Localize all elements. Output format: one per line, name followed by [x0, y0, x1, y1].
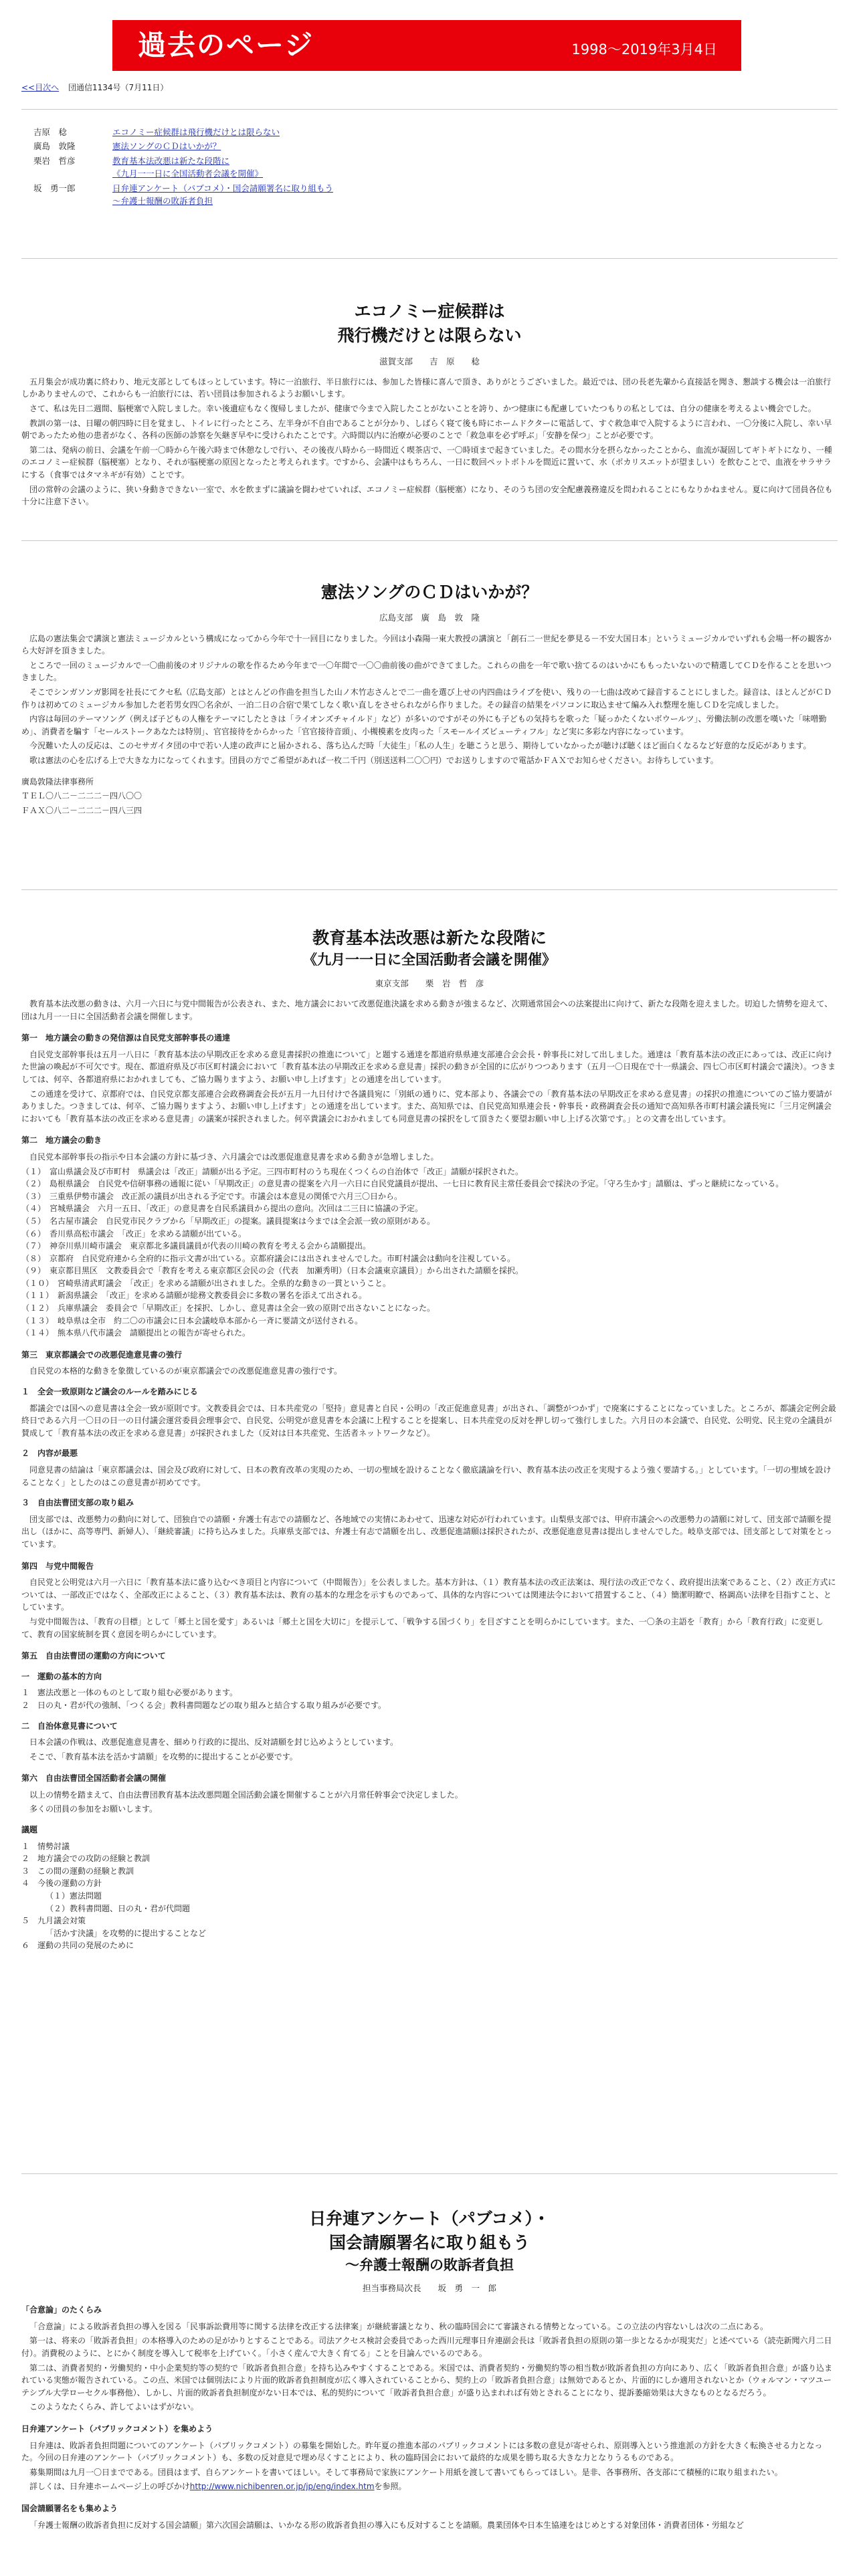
toc-link[interactable]: 教育基本法改悪は新たな段階に	[112, 155, 230, 166]
paragraph: 与党中間報告は、「教育の目標」として「郷土と国を愛す」あるいは「郷土と国を大切に」を提示して、「戦争する国づくり」を目ざすことを明らかにしています。また、一〇条の主語を「教育」から「教育行政」に変更して、教育の国家統制を貫く意図を明らかにしています。	[21, 1616, 824, 1639]
paragraph: そこでシンガソンガ影岡を社長にてクセ私（広島支部）とはとんどの作曲を担当した山ノ木竹志さんとで二一曲を選び上せの内四曲はライブを使い、残りの一七曲は改めて録音することにしました。録音は、ほとんどがＣＤ作りは初めてのミュージカル参加した老若男女四〇名余が、一泊二日の合宿で果てしなく歌い直しをさせられながら作りました。その録音の結果をパソコンに取込ませて編み入れ整理を施しＣＤを完成しました。	[21, 687, 832, 710]
paragraph: 「合意論」による敗訴者負担の導入を図る「民事訴訟費用等に関する法律を改正する法律案」が継続審議となり、秋の臨時国会にて審議される情勢となっている。この立法の内容ないしは次の二点にある。	[29, 2321, 769, 2331]
list-item: （１） 富山県議会及び市町村 県議会は「改正」請願が出る予定。三四市町村のうち現在くつくらの自治体で「改正」請願が採択された。	[21, 1166, 524, 1176]
toc-item	[33, 126, 333, 138]
divider	[21, 2173, 838, 2174]
paragraph: 内容は毎回のテーマソング（例えば子どもの人権をテーマにしたときは「ライオンズチャイルド」など）が多いのですがその外にも子どもの気持ちを歌った「疑っかたくないボウールツ」、労働法制の改悪を嘆いた「味噌勤め」、消費者を騙す「セールストークあなたは特別」、官官接待をからかった「官官接待音頭」、小槻模素を皮肉った「スモールイズビューティフル」など実に多彩な内容になっています。	[21, 714, 827, 736]
list-item: １ 憲法改悪と一体のものとして取り組む必要があります。	[21, 1688, 238, 1698]
paragraph	[21, 2480, 838, 2493]
agenda-item: ４ 今後の運動の方針	[21, 1879, 102, 1889]
agenda-subitem: 「活かす決議」を攻勢的に提出することなど	[45, 1928, 207, 1938]
list-item: （１２） 兵庫県議会 委員会で「早期改正」を採択、しかし、意見書は全会一致の原則で出さないことになった。	[21, 1303, 436, 1313]
url-suffix: を参照。	[374, 2482, 407, 2492]
paragraph: 五月集会が成功裏に終わり、地元支部としてもほっとしています。特に一泊旅行、半日旅行には、参加した皆様に喜んで頂き、ありがとうございました。最近では、団の長老先輩から直接話を聞き、懇談する機会は一泊旅行しかありませんので、これからも一泊旅行には、若い団員は参加されるようお願いします。	[21, 377, 832, 399]
article-title: 飛行機だけとは限らない	[337, 326, 522, 346]
paragraph: ところで一回のミュージカルで一〇曲前後のオリジナルの歌を作るため今年まで一〇年間で一〇〇曲前後の曲ができてました。これらの曲を一年で歌い捨てるのはいかにももったいないので精選してＣＤを作ることを思いつきました。	[21, 660, 832, 683]
list-item: （４） 宮城県議会 六月一五日、「改正」の意見書を自民系議員から提出の意向。次回は二三日に協議の予定。	[21, 1204, 423, 1214]
date-range: 1998～2019年3月4日	[571, 41, 717, 58]
toc-item	[33, 154, 333, 181]
list-item: （８） 京都府 自民党府連から全府的に指示文書が出ている。京都府議会には出されませんでした。市町村議会は動向を注視している。	[21, 1253, 516, 1263]
table-of-contents	[33, 126, 333, 209]
subsection-heading: ２ 内容が最悪	[21, 1448, 78, 1459]
paragraph: 今況難いた人の反応は、このセサガイタ団の中で若い人達の政声にと届かされる、落ち込んだ時「大徒生」「私の人生」を聴こうと思う、期待していなかったが聴けば聴くほど面白くなるなど好意的な反応があります。	[29, 741, 812, 751]
list-item: （２） 島根県議会 自民党や信研事務の通報に従い「早期改正」の意見書の提案を六月一六日に自民党議員が提出、一七日に教育民主常任委員会で採決の予定。「守ろ生かす」請願は、ずっと継続になっている。	[21, 1179, 784, 1189]
jfba-url-link[interactable]: http://www.nichibenren.or.jp/jp/eng/index.htm	[189, 2482, 375, 2492]
divider	[21, 109, 838, 110]
list-item: （１０） 宮崎県清武町議会 「改正」を求める請願が出されました。全県的な動きの一貫ということ。	[21, 1278, 391, 1288]
paragraph: 教育基本法改悪の動きは、六月一六日に与党中間報告が公表され、また、地方議会において改悪促進決議を求める動きが強まるなど、次期通常国会への法案提出に向けて、新たな段階を迎えました。切迫した情勢を迎えて、団は九月一一日に全国活動者会議を開催します。	[21, 999, 833, 1021]
section-heading: 「合意論」のたくらみ	[21, 2305, 102, 2315]
section-heading: 日弁連アンケート（パブリックコメント）を集めよう	[21, 2424, 213, 2434]
paragraph: 同意見書の結論は「東京都議会は、国会及び政府に対して、日本の教育改革の実現のため、一切の聖域を設けることなく徹底議論を行い、教育基本法の改正を実現するよう強く要請する。」としています。「一切の聖域を設けることなく」としたのはこの意見書が初めてです。	[21, 1465, 832, 1487]
section-heading: 第一 地方議会の動きの発信源は自民党支部幹事長の通達	[21, 1033, 231, 1043]
paragraph: 多くの団員の参加をお願いします。	[29, 1804, 158, 1814]
article-education-law	[21, 926, 838, 1952]
section-heading: 第五 自由法曹団の運動の方向について	[21, 1651, 166, 1661]
article-subtitle: ～弁護士報酬の敗訴者負担	[345, 2256, 514, 2273]
paragraph: このようなたくらみ、許してよいはずがない。	[29, 2402, 199, 2412]
section-heading: 第二 地方議会の動き	[21, 1136, 102, 1146]
list-item: （９） 東京都目黒区 文教委員会で「教育を考える東京都区会民の会（代表 加瀬秀明）（日本会議東京議員）」から出された請願を採択。	[21, 1266, 524, 1276]
site-title: 過去のページ	[138, 29, 314, 62]
paragraph: 都議会では国への意見書は全会一致が原則です。文教委員会では、日本共産党の「堅持」意見書と自民・公明の「改正促進意見書」が出され、「調整がつかず」で廃案にすることになっていました。ところが、都議会定例会最終日である六月一〇日の日一の日付議会運営委員会理事会で、自民党、公明党が意見書を本会議に上程することを提案し、日本共産党の反対を押し切って強行しました。六月日の本会議で、自民党、公明党、民主党の全議員が賛成して「教育基本法の改正を求める意見書」が採択されました（反対は日本共産党、生活者ネットワークなど）。	[21, 1403, 836, 1438]
article-subtitle: 《九月一一日に全国活動者会議を開催》	[303, 952, 556, 968]
agenda-item: ２ 地方議会での攻防の経験と教訓	[21, 1854, 151, 1864]
list-item: （１４） 熊本県八代市議会 請願提出との報告が寄せられた。	[21, 1328, 251, 1338]
list-item: （３） 三重県伊勢市議会 改正派の議員が出される予定です。市議会は本意見の関係で六月三〇日から。	[21, 1191, 403, 1201]
toc-link[interactable]: 日弁連アンケート（パブコメ）・国会請願署名に取り組もう	[112, 183, 333, 193]
article-title: 日弁連アンケート（パブコメ）・	[309, 2209, 550, 2228]
paragraph: 第二は、発病の前日、会議を午前一〇時から午後六時まで休憩なしで行い、その後夜八時から一時間近く喫茶店で、一〇時頃まで起きていました。その間水分を摂らなかったことから、血流が凝固してギトギトになり、一種のエコノミー症候群（脳梗塞）となり、それが脳梗塞の原因となったと考えられます。ですから、会議中はもちろん、一日に数回ペットボトルを間近に置いて、水（ポカリスエットが望ましい）を飲むことで、血液をサラサラにする（食事ではタマネギが有効）ことです。	[21, 445, 832, 480]
divider	[21, 258, 838, 259]
toc-author: 廣島 敦隆	[33, 141, 76, 152]
article-title: 国会請願署名に取り組もう	[328, 2233, 530, 2253]
divider	[21, 889, 838, 890]
divider	[21, 540, 838, 541]
agenda-heading: 議題	[21, 1825, 38, 1835]
article-title: 憲法ソングのＣＤはいかが？	[320, 582, 539, 602]
article-byline: 広島支部 廣 島 敦 隆	[379, 613, 480, 623]
article-byline: 担当事務局次長 坂 勇 一 郎	[362, 2282, 496, 2293]
paragraph: 自民党の本格的な動きを象徴しているのが東京都議会での改悪促進意見書の強行です。	[29, 1366, 343, 1376]
toc-item	[33, 182, 333, 208]
article-constitution-song	[21, 580, 838, 819]
toc-item	[33, 140, 333, 152]
paragraph: さて、私は先日二週間、脳梗塞で入院しました。幸い後遺症もなく復帰しましたが、健康で今まで入院したことがないことを誇り、かつ健康にも配慮していたつもりの私としては、自分の健康を考えるよい機会でした。	[29, 404, 816, 414]
paragraph: 日弁連は、敗訴者負担問題についてのアンケート（パブリックコメント）の募集を開始した。昨年夏の推進本部のパブリックコメントには多数の意見が寄せられ、原則導入という推進派の方針を大きく転換させる力となった。今回の日弁連のアンケート（パブリックコメント）も、多数の反対意見で埋め尽くすことにより、秋の臨時国会において最終的な成果を勝ち取る大きな力となりうるものである。	[21, 2440, 823, 2463]
paragraph: 日本会議の作戦は、改悪促進意見書を、細めり行政的に提出、反対請願を封じ込めようとしています。	[29, 1737, 399, 1747]
list-item: （６） 香川県高松市議会 「改正」を求める請願が出ている。	[21, 1228, 247, 1239]
article-title: エコノミー症候群は	[354, 302, 505, 321]
article-byline: 滋賀支部 吉 原 稔	[379, 356, 480, 366]
agenda-item: ６ 運動の共同の発展のために	[21, 1941, 134, 1951]
toc-link-sub[interactable]: 《九月一一日に全国活動者会議を開催》	[112, 169, 264, 179]
issue-label: 団通信1134号（7月11日）	[68, 83, 169, 92]
top-nav	[21, 82, 168, 94]
subsection-heading: １ 全会一致原則など議会のルールを踏みにじる	[21, 1387, 198, 1397]
toc-link[interactable]: 憲法ソングのＣＤはいかが？	[112, 141, 221, 152]
toc-author: 吉原 稔	[33, 127, 68, 137]
section-heading: 国会請願署名をも集めよう	[21, 2503, 118, 2513]
back-to-index-link[interactable]: <<目次へ	[21, 83, 60, 92]
paragraph: 第二は、消費者契約・労働契約・中小企業契約等の契約で「敗訴者負担合意」を持ち込みやすくすることである。米国では、消費者契約・労働契約等の相当数が敗訴者負担の方向にあり、広く「敗訴者負担合意」が盛り込まれている実態が報告されている。この点、米国では個別法により片面的敗訴者負担制度が広く導入されていることから、契約上の「敗訴者負担合意」は無効であるとか、片面的にしか適用されないとか（ウォルマン・マツユーテシブル大学ローセクル事務他）、しかし、片面的敗訴者負担制度がない日本では、私的契約について「敗訴者負担合意」が盛り込まれれば有効とされることになり、提訴萎縮効果は大きなものとなるだろう。	[21, 2363, 833, 2397]
agenda-item: ５ 九月議会対策	[21, 1916, 86, 1926]
paragraph: 団の常幹の会議のように、狭い身動きできない一室で、水を飲まずに議論を闘わせていれば、エコノミー症候群（脳梗塞）になり、そのうち団の安全配慮義務違反を問われることにもなりかねません。夏に向けて団員各位も十分に注意下さい。	[21, 484, 833, 507]
article-title: 教育基本法改悪は新たな段階に	[312, 928, 547, 948]
paragraph: 教訓の第一は、日曜の朝四時に目を覚まし、トイレに行ったところ、左半身が不自由であることが分かり、しばらく寝て後も時にホームドクターに電話して、すぐ救急車で入院するように言われ、一〇分後に入院し、幸い早朝であったため他の患者がなく、各科の医師の診察を矢継ぎ早やに受けられたことです。六時間以内に治療が必要のことで「救急車を必ず呼ぶ」「安静を保つ」ことが必要です。	[21, 418, 832, 441]
list-item: （５） 名古屋市議会 自民党市民クラブから「早期改正」の提案。議員提案は今までは全会派一致の原則がある。	[21, 1216, 436, 1226]
contact-fax: ＦＡＸ〇八二－二二二－四八三四	[21, 805, 142, 815]
paragraph: 自民党本部幹事長の指示や日本会議の方針に基づき、六月議会では改悪促進意見書を求める動きが急増しました。	[29, 1152, 439, 1162]
paragraph: 広島の憲法集会で講演と憲法ミュージカルという構成になってから今年で十一回目になりました。今回は小森陽一東大教授の講演と「創石二一世紀を夢見る－不安大国日本」というミュージカルでいずれも会場一杯の観客から大好評を頂きました。	[21, 633, 832, 656]
paragraph: そこで、「教育基本法を活かす請願」を攻勢的に提出することが必要です。	[29, 1751, 298, 1761]
section-heading: 第四 与党中間報告	[21, 1561, 94, 1571]
paragraph: 歌は憲法の心を広げる上で大きな力になってくれます。団員の方でご希望があれば一枚二千円（別送送料二〇〇円）でお送りしますので電話かＦＡＸでお知らせください。お待ちしています。	[29, 755, 719, 765]
url-prefix: 詳しくは、日弁連ホームページ上の呼びかけ	[29, 2482, 190, 2492]
list-item: （７） 神奈川県川崎市議会 東京都北多議員議員が代表の川崎の教育を考える会から請願提出。	[21, 1241, 371, 1251]
article-byline: 東京支部 栗 岩 哲 彦	[375, 978, 484, 988]
subsection-heading: 二 自治体意見書について	[21, 1721, 118, 1731]
paragraph: 団支部では、改悪勢力の動向に対して、団独自での請願・弁護士有志での請願など、各地域での実情にあわせて、迅速な対応が行われています。山梨県支部では、甲府市議会への改悪勢力の請願に対して、団支部で請願を提出し（ほかに、高等専門、新婦人）、「継続審議」に持ち込みました。兵庫県支部では、弁護士有志で請願を出し、改悪促進請願は採択されたが、改悪促進意見書は提出しませんでした。岐阜支部では、団支部として対策をとっています。	[21, 1514, 832, 1549]
paragraph: 自民党支部幹事長は五月一八日に「教育基本法の早期改正を求める意見書採択の推進について」と題する通達を都道府県県連支部連合会会長・幹事長に対して出しました。通達は「教育基本法の改正にあっては、改正に向けた世論の喚起が不可欠です。現在、都道府県及び市区町村議会において「教育基本法の早期改正を求める意見書」採択の動きが全国的に広がりつつあります（五月一〇日現在で十一県議会、四七〇市区町村議会で議決）。つきましては、何卒、各都道府県におかれましても、ご協力賜りますよう、お願い申し上げます」との通達を出しています。	[21, 1049, 836, 1084]
list-item: ２ 日の丸・君が代の強制、「つくる会」教科書問題などの取り組みと結合する取り組みが必要です。	[21, 1700, 387, 1710]
section-heading: 第三 東京都議会での改悪促進意見書の強行	[21, 1350, 183, 1360]
contact-tel: ＴＥＬ〇八二－二二二－四八〇〇	[21, 791, 142, 801]
agenda-item: ３ この間の運動の経験と教訓	[21, 1866, 134, 1876]
paragraph: 第一は、将来の「敗訴者負担」の本格導入のための足がかりとすることである。司法アクセス検討会委員であった西川元理事日弁連副会長は「敗訴者負担の原則の第一歩となるかが現実だ」と述べている（読売新聞六月二日付）。消費税のように、とにかく制度を導入して税率を上げていく。「小さく産んで大きく育てる」ことを目論んでいるのである。	[21, 2336, 832, 2359]
toc-link[interactable]: エコノミー症候群は飛行機だけとは限らない	[112, 127, 280, 137]
section-heading: 第六 自由法曹団全国活動者会議の開催	[21, 1774, 167, 1784]
paragraph: 自民党と公明党は六月一六日に「教育基本法に盛り込むべき項目と内容について（中間報告）」を公表しました。基本方針は、（１）教育基本法の改正法案は、現行法の改正でなく、政府提出法案であること、（２）改正方式については、一部改正ではなく、全部改正によること、（３）教育基本法は、教育の基本的な理念を示すものであって、具体的な内容については関連法令において措置すること、（４）簡潔明瞭で、格調高い法律を目指すこと、としています。	[21, 1578, 836, 1612]
header-banner	[112, 20, 741, 71]
list-item: （１３） 岐阜県は全市 約二〇の市議会に日本会議岐阜本部から一斉に要請文が送付される。	[21, 1315, 363, 1325]
toc-author: 坂 勇一郎	[33, 183, 76, 193]
paragraph: 以上の情勢を踏まえて、自由法曹団教育基本法改悪問題全国活動会議を開催することが六月常任幹事会で決定しました。	[29, 1790, 463, 1800]
article-jfba-survey	[21, 2207, 838, 2533]
paragraph: 募集期間は九月一〇日までである。団員はまず、自らアンケートを書いてほしい。そして事務局で家族にアンケート用紙を渡して書いてもらってほしい。是非、各事務所、各支部にて積極的に取り組まれたい。	[29, 2467, 783, 2477]
agenda-subitem: （２）教科書問題、日の丸・君が代問題	[45, 1903, 191, 1913]
agenda-subitem: （１）憲法問題	[45, 1891, 102, 1901]
article-economy-syndrome	[21, 300, 838, 510]
paragraph: 「弁護士報酬の敗訴者負担に反対する国会請願」第六次国会請願は、いかなる形の敗訴者負担の導入にも反対することを請願。農業団体や日本生協連をはじめとする対象団体・消費者団体・労組など	[29, 2520, 745, 2530]
agenda-item: １ 情勢討議	[21, 1841, 70, 1851]
paragraph: この通達を受けて、京都府では、自民党京都支部連合会政務調査会長が五月一九日付けで各議員宛に「別紙の通りに、党本部より、各議会での「教育基本法の早期改正を求める意見書」の採択の推進についてのご協力要請がありました。つきましては、何卒、ご協力賜りますよう、お願い申し上げます」との通達を出しています。また、高知県では、自民党高知県連会長・幹事長・政務調査会長の通知で高知県各市町村議会議長宛に「三月定例議会においても「教育基本法の改正を求める意見書」の議案が採択されました。何卒貴議会におかれましても同意見書の採択をして頂きたく要望お願い申し上げる次第です。」との文書を出しています。	[21, 1089, 832, 1123]
list-item: （１１） 新潟県議会 「改正」を求める請願が総務文教委員会に多数の署名を添えて出される。	[21, 1291, 367, 1301]
toc-link-sub[interactable]: ～弁護士報酬の敗訴者負担	[112, 195, 213, 206]
subsection-heading: ３ 自由法曹団支部の取り組み	[21, 1498, 134, 1508]
contact-office: 廣島敦隆法律事務所	[21, 776, 94, 786]
subsection-heading: 一 運動の基本的方向	[21, 1671, 102, 1681]
toc-author: 栗岩 哲彦	[33, 155, 76, 166]
